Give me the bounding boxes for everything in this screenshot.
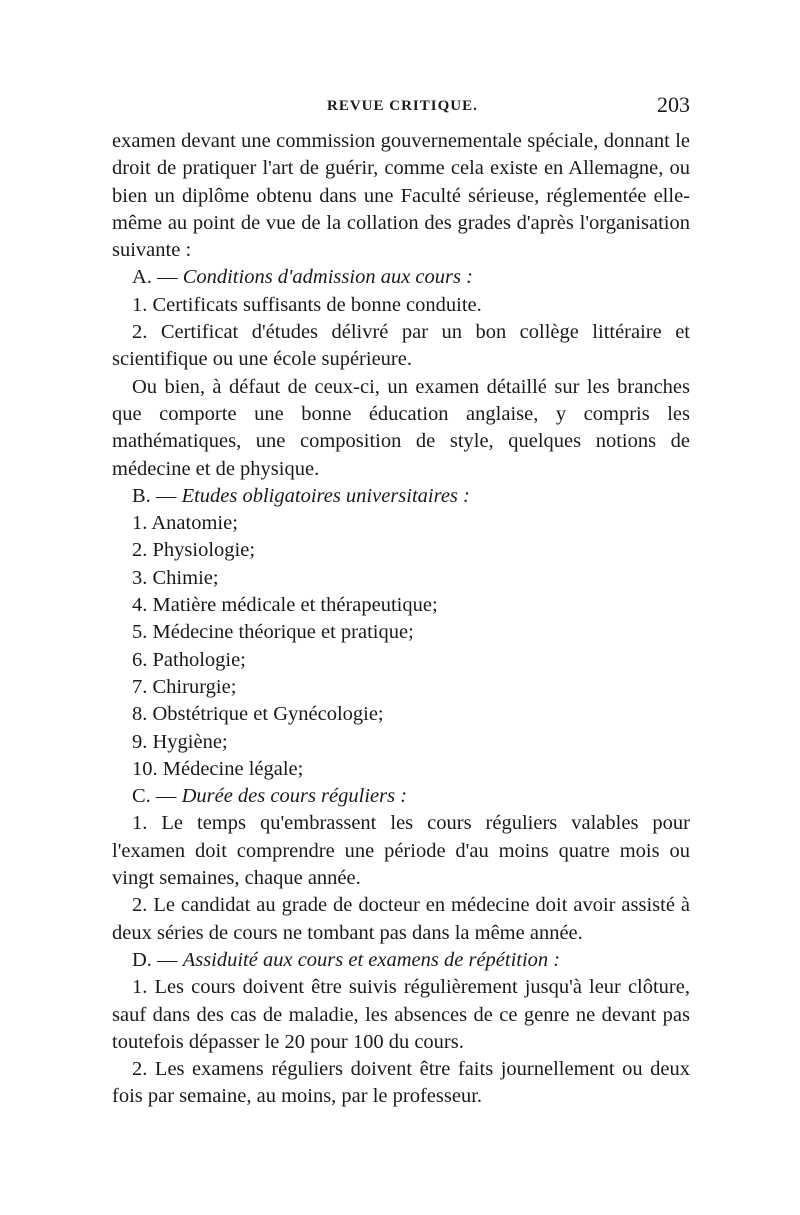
section-b-item: 4. Matière médicale et thérapeutique; (132, 594, 438, 617)
section-c-item: 1. Le temps qu'embrassent les cours réguliers valables pour l'examen doit comprendre une période d'au moins quatre mois ou vingt semaines, chaque année. (112, 812, 690, 890)
page-body (112, 128, 690, 1111)
section-d-item: 1. Les cours doivent être suivis régulièrement jusqu'à leur clôture, sauf dans des cas de maladie, les absences de ce genre ne devant pas toutefois dépasser le 20 pour 100 du cours. (112, 976, 690, 1053)
section-b-item: 1. Anatomie; (132, 512, 238, 535)
section-b-item: 3. Chimie; (132, 566, 219, 589)
section-b-item: 5. Médecine théorique et pratique; (132, 621, 414, 644)
section-b-letter: B. — (132, 484, 182, 507)
section-b-item: 10. Médecine légale; (132, 757, 304, 780)
section-b-heading (112, 483, 690, 510)
section-a-title: Conditions d'admission aux cours : (182, 266, 473, 289)
section-d-item: 2. Les examens réguliers doivent être faits journellement ou deux fois par semaine, au moins, par le professeur. (112, 1058, 690, 1108)
section-d-title: Assiduité aux cours et examens de répétition : (182, 948, 561, 971)
section-a-note: Ou bien, à défaut de ceux-ci, un examen détaillé sur les branches que comporte une bonne éducation anglaise, y compris les mathématiques, une composition de style, quelques notions de médecine et de physique. (112, 375, 690, 480)
section-b-item: 7. Chirurgie; (132, 675, 237, 698)
running-header (112, 92, 690, 128)
intro-paragraph: examen devant une commission gouvernementale spéciale, donnant le droit de pratiquer l'art de guérir, comme cela existe en Allemagne, ou bien un diplôme obtenu dans une Faculté sérieuse, réglementée elle-même au point de vue de la collation des grades d'après l'organisation suivante : (112, 130, 690, 262)
section-c-title: Durée des cours réguliers : (181, 785, 408, 808)
section-c-letter: C. — (132, 785, 182, 808)
section-d-letter: D. — (132, 948, 183, 971)
section-a-item: 1. Certificats suffisants de bonne conduite. (132, 293, 482, 316)
section-a-letter: A. — (132, 266, 183, 289)
book-page (112, 92, 690, 1111)
section-c-heading (112, 783, 690, 810)
section-b-item: 6. Pathologie; (132, 648, 246, 671)
section-b-item: 2. Physiologie; (132, 539, 256, 562)
page-number: 203 (657, 92, 690, 117)
section-a-item: 2. Certificat d'études délivré par un bon collège littéraire et scientifique ou une école supérieure. (112, 321, 690, 371)
section-b-item: 8. Obstétrique et Gynécologie; (132, 703, 384, 726)
section-d-heading (112, 947, 690, 974)
section-b-title: Etudes obligatoires universitaires : (181, 484, 470, 507)
running-title: REVUE CRITIQUE. (327, 98, 478, 114)
section-c-item: 2. Le candidat au grade de docteur en médecine doit avoir assisté à deux séries de cours ne tombant pas dans la même année. (112, 894, 690, 944)
section-b-item: 9. Hygiène; (132, 730, 228, 753)
section-a-heading (112, 264, 690, 291)
